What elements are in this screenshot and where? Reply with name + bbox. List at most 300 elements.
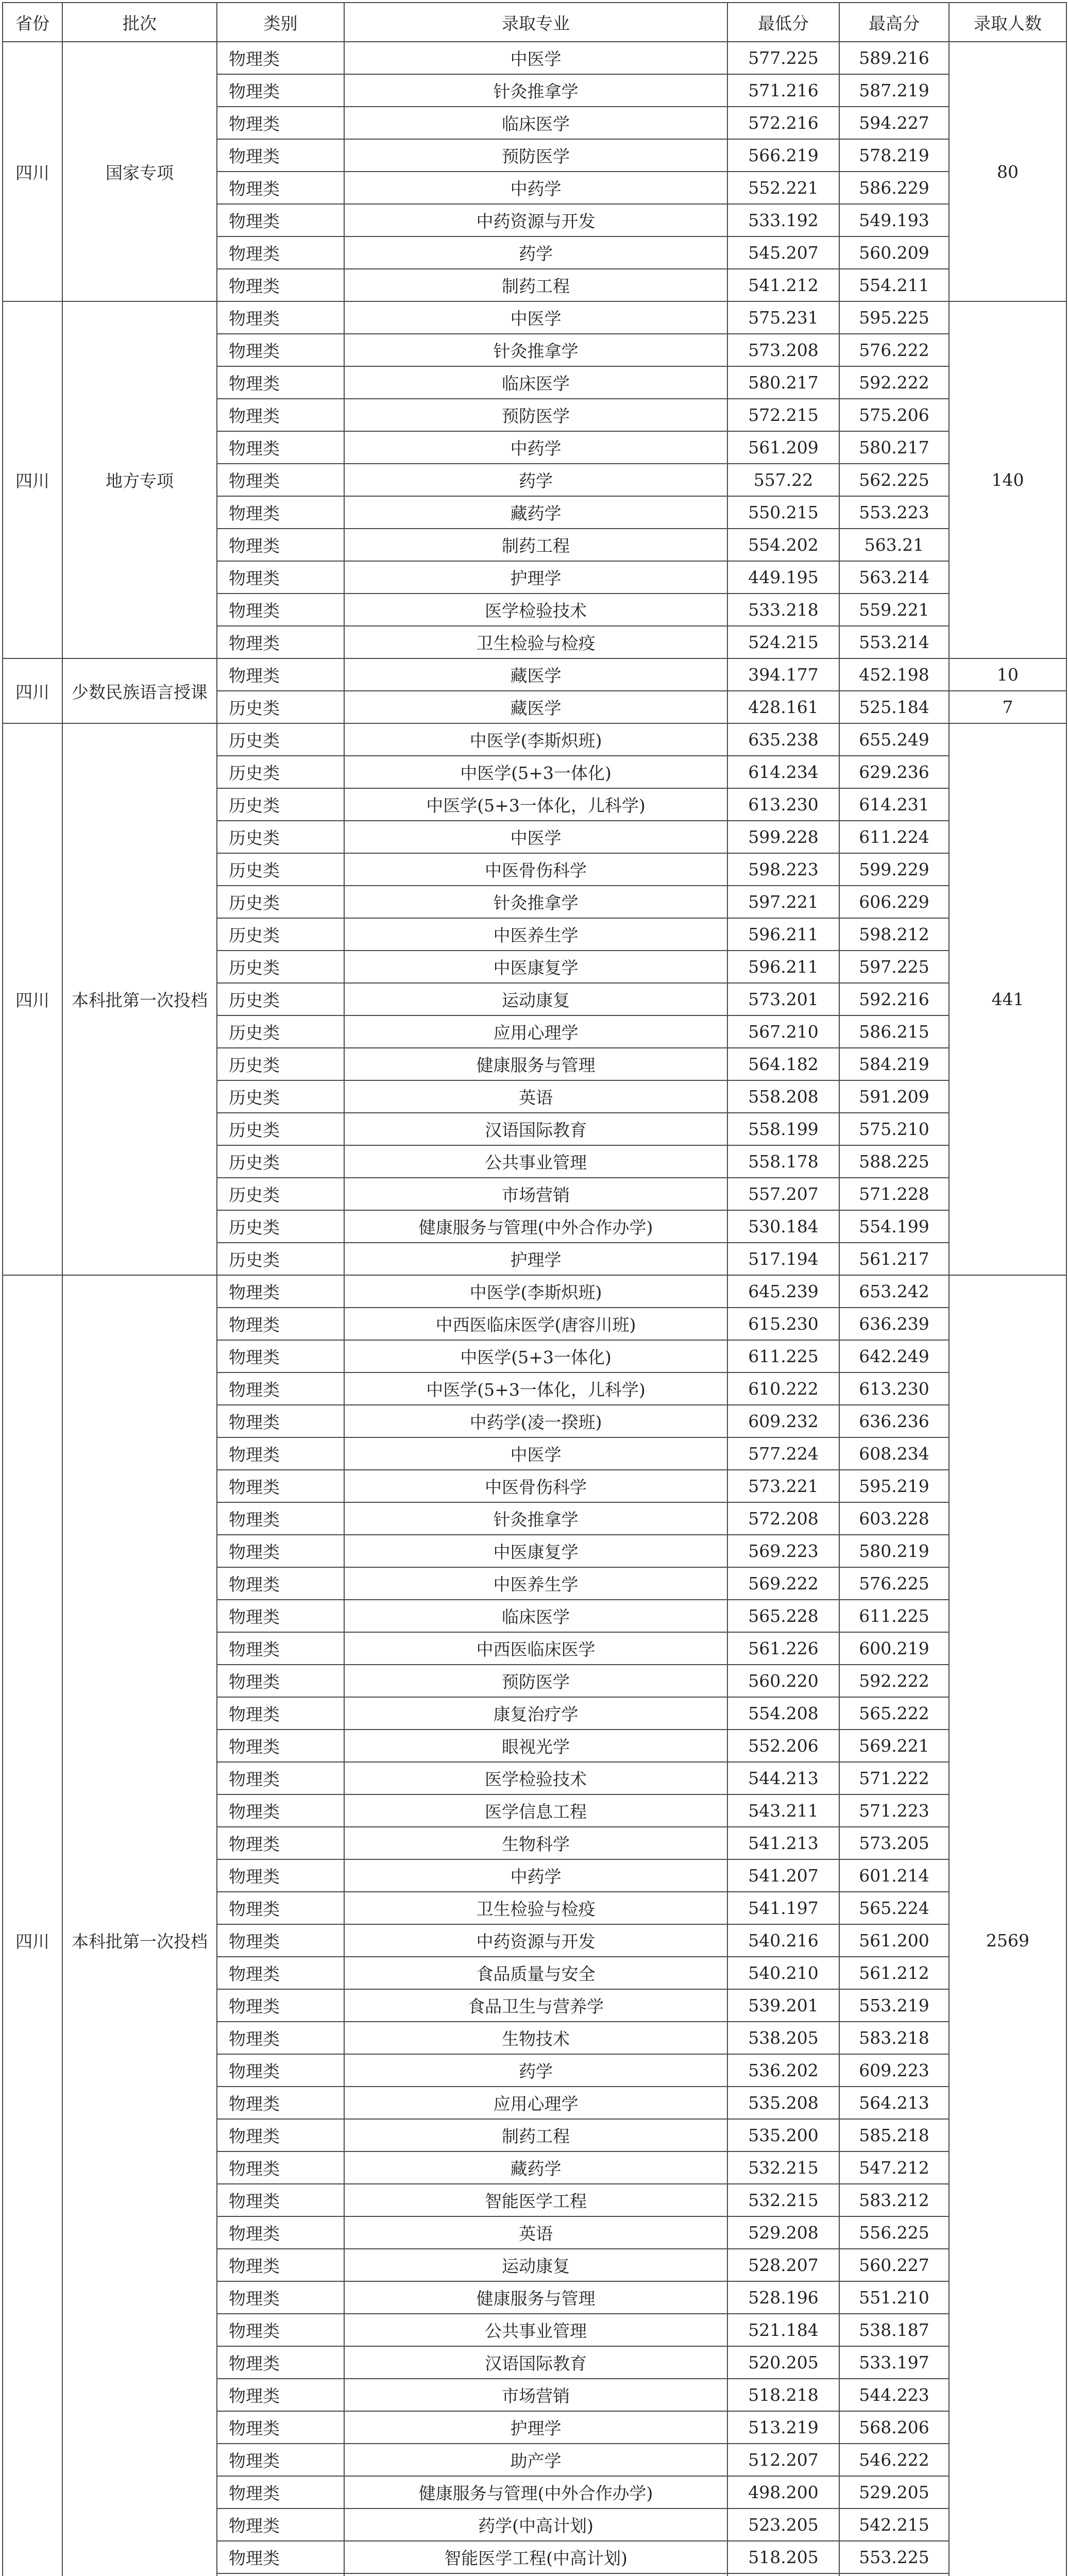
max-score-cell: 599.229 xyxy=(839,853,949,886)
min-score-cell: 541.213 xyxy=(727,1827,839,1859)
major-cell: 临床医学 xyxy=(344,366,727,399)
min-score-cell: 573.208 xyxy=(727,334,839,366)
min-score-cell: 523.205 xyxy=(727,2509,839,2541)
min-score-cell: 613.230 xyxy=(727,788,839,821)
major-cell: 公共事业管理 xyxy=(344,2314,727,2346)
table-body xyxy=(3,42,1066,2576)
category-cell: 物理类 xyxy=(217,658,344,691)
major-cell: 护理学 xyxy=(344,2411,727,2444)
max-score-cell: 586.215 xyxy=(839,1015,949,1048)
max-score-cell: 598.212 xyxy=(839,918,949,951)
category-cell: 物理类 xyxy=(217,2541,344,2573)
min-score-cell: 599.228 xyxy=(727,821,839,853)
major-cell: 运动康复 xyxy=(344,983,727,1015)
max-score-cell: 584.219 xyxy=(839,1048,949,1080)
min-score-cell: 596.211 xyxy=(727,918,839,951)
min-score-cell: 554.208 xyxy=(727,1697,839,1730)
max-score-cell: 571.222 xyxy=(839,1762,949,1794)
major-cell: 药学(中高计划) xyxy=(344,2509,727,2541)
major-cell: 药学 xyxy=(344,464,727,496)
min-score-cell: 540.210 xyxy=(727,1957,839,1989)
max-score-cell: 568.206 xyxy=(839,2411,949,2444)
major-cell: 临床医学 xyxy=(344,1600,727,1632)
max-score-cell: 642.249 xyxy=(839,1340,949,1372)
category-cell: 物理类 xyxy=(217,626,344,658)
max-score-cell: 575.206 xyxy=(839,399,949,431)
category-cell: 历史类 xyxy=(217,951,344,983)
major-cell: 中医骨伤科学 xyxy=(344,853,727,886)
min-score-cell: 536.202 xyxy=(727,2054,839,2087)
admitted-count-cell: 441 xyxy=(949,723,1066,1275)
category-cell: 物理类 xyxy=(217,1632,344,1665)
min-score-cell: 561.209 xyxy=(727,431,839,464)
min-score-cell: 572.216 xyxy=(727,107,839,139)
category-cell: 物理类 xyxy=(217,2476,344,2509)
max-score-cell: 585.218 xyxy=(839,2119,949,2151)
max-score-cell: 561.212 xyxy=(839,1957,949,1989)
max-score-cell: 583.218 xyxy=(839,2022,949,2054)
major-cell: 藏医学 xyxy=(344,658,727,691)
major-cell: 预防医学 xyxy=(344,399,727,431)
max-score-cell: 573.205 xyxy=(839,1827,949,1859)
max-score-cell: 614.231 xyxy=(839,788,949,821)
major-cell: 中西医临床医学 xyxy=(344,1632,727,1665)
min-score-cell: 597.221 xyxy=(727,886,839,918)
major-cell: 中医学(李斯炽班) xyxy=(344,1275,727,1308)
batch-cell: 国家专项 xyxy=(62,42,217,301)
min-score-cell: 533.192 xyxy=(727,204,839,236)
max-score-cell: 580.217 xyxy=(839,431,949,464)
major-cell: 中药学 xyxy=(344,1859,727,1892)
category-cell: 物理类 xyxy=(217,1600,344,1632)
province-cell: 四川 xyxy=(3,723,62,1275)
min-score-cell: 575.231 xyxy=(727,301,839,334)
min-score-cell: 635.238 xyxy=(727,723,839,756)
category-cell: 物理类 xyxy=(217,107,344,139)
category-cell: 物理类 xyxy=(217,334,344,366)
table-row xyxy=(3,301,1066,334)
header-row xyxy=(3,3,1066,42)
major-cell: 中医学(5+3一体化，儿科学) xyxy=(344,1372,727,1405)
major-cell: 中药资源与开发 xyxy=(344,204,727,236)
major-cell: 食品卫生与营养学 xyxy=(344,1989,727,2022)
category-cell: 历史类 xyxy=(217,691,344,723)
category-cell: 历史类 xyxy=(217,1015,344,1048)
major-cell: 中医康复学 xyxy=(344,1535,727,1567)
max-score-cell: 655.249 xyxy=(839,723,949,756)
category-cell: 历史类 xyxy=(217,1210,344,1243)
table-row xyxy=(3,1275,1066,1308)
category-cell: 物理类 xyxy=(217,74,344,107)
major-cell: 护理学 xyxy=(344,1243,727,1275)
category-cell: 历史类 xyxy=(217,983,344,1015)
max-score-cell: 556.225 xyxy=(839,2216,949,2249)
min-score-cell: 596.211 xyxy=(727,951,839,983)
major-cell: 应用心理学 xyxy=(344,2087,727,2119)
min-score-cell: 513.219 xyxy=(727,2411,839,2444)
min-score-cell: 520.205 xyxy=(727,2346,839,2379)
major-cell: 医学信息工程 xyxy=(344,1794,727,1827)
min-score-cell: 524.215 xyxy=(727,626,839,658)
header-category: 类别 xyxy=(217,3,344,42)
category-cell: 物理类 xyxy=(217,236,344,269)
major-cell: 眼视光学 xyxy=(344,1730,727,1762)
category-cell: 历史类 xyxy=(217,1113,344,1145)
min-score-cell: 561.226 xyxy=(727,1632,839,1665)
batch-cell: 本科批第一次投档 xyxy=(62,1275,217,2576)
max-score-cell: 547.212 xyxy=(839,2151,949,2184)
min-score-cell xyxy=(727,2573,839,2576)
min-score-cell: 609.232 xyxy=(727,1405,839,1437)
major-cell: 中药学 xyxy=(344,431,727,464)
category-cell: 物理类 xyxy=(217,2087,344,2119)
max-score-cell: 578.219 xyxy=(839,139,949,172)
min-score-cell: 566.219 xyxy=(727,139,839,172)
max-score-cell: 560.227 xyxy=(839,2249,949,2281)
max-score-cell: 597.225 xyxy=(839,951,949,983)
min-score-cell: 598.223 xyxy=(727,853,839,886)
min-score-cell: 565.228 xyxy=(727,1600,839,1632)
max-score-cell: 563.21 xyxy=(839,529,949,561)
min-score-cell: 580.217 xyxy=(727,366,839,399)
major-cell: 应用心理学 xyxy=(344,1015,727,1048)
admitted-count-cell: 10 xyxy=(949,658,1066,691)
max-score-cell: 629.236 xyxy=(839,756,949,788)
major-cell: 汉语国际教育 xyxy=(344,1113,727,1145)
min-score-cell: 544.213 xyxy=(727,1762,839,1794)
header-batch: 批次 xyxy=(62,3,217,42)
major-cell: 食品质量与安全 xyxy=(344,1957,727,1989)
category-cell: 物理类 xyxy=(217,2346,344,2379)
category-cell: 历史类 xyxy=(217,756,344,788)
max-score-cell: 576.222 xyxy=(839,334,949,366)
category-cell: 历史类 xyxy=(217,788,344,821)
max-score-cell: 554.199 xyxy=(839,1210,949,1243)
category-cell: 物理类 xyxy=(217,1275,344,1308)
max-score-cell: 565.224 xyxy=(839,1892,949,1924)
min-score-cell: 615.230 xyxy=(727,1308,839,1340)
header-province: 省份 xyxy=(3,3,62,42)
min-score-cell: 541.197 xyxy=(727,1892,839,1924)
major-cell: 中医学 xyxy=(344,301,727,334)
min-score-cell: 518.205 xyxy=(727,2541,839,2573)
major-cell: 预防医学 xyxy=(344,1665,727,1697)
major-cell: 健康服务与管理 xyxy=(344,2281,727,2314)
major-cell: 英语 xyxy=(344,1080,727,1113)
max-score-cell: 575.210 xyxy=(839,1113,949,1145)
major-cell: 中医学 xyxy=(344,821,727,853)
category-cell: 物理类 xyxy=(217,2216,344,2249)
major-cell: 中医学(5+3一体化) xyxy=(344,756,727,788)
max-score-cell: 609.223 xyxy=(839,2054,949,2087)
category-cell: 历史类 xyxy=(217,821,344,853)
min-score-cell: 530.184 xyxy=(727,1210,839,1243)
min-score-cell: 518.218 xyxy=(727,2379,839,2411)
major-cell: 中医学(李斯炽班) xyxy=(344,723,727,756)
major-cell: 藏药学 xyxy=(344,2151,727,2184)
min-score-cell: 517.194 xyxy=(727,1243,839,1275)
category-cell: 物理类 xyxy=(217,1372,344,1405)
min-score-cell: 529.208 xyxy=(727,2216,839,2249)
batch-cell: 地方专项 xyxy=(62,301,217,658)
max-score-cell: 542.215 xyxy=(839,2509,949,2541)
category-cell: 物理类 xyxy=(217,2151,344,2184)
min-score-cell: 573.221 xyxy=(727,1470,839,1502)
max-score-cell: 589.216 xyxy=(839,42,949,74)
min-score-cell: 614.234 xyxy=(727,756,839,788)
category-cell: 物理类 xyxy=(217,1794,344,1827)
min-score-cell: 543.211 xyxy=(727,1794,839,1827)
header-major: 录取专业 xyxy=(344,3,727,42)
max-score-cell: 529.205 xyxy=(839,2476,949,2509)
category-cell: 物理类 xyxy=(217,1535,344,1567)
min-score-cell: 541.212 xyxy=(727,269,839,301)
category-cell: 物理类 xyxy=(217,1567,344,1600)
category-cell: 物理类 xyxy=(217,1470,344,1502)
category-cell: 物理类 xyxy=(217,2184,344,2216)
max-score-cell: 553.223 xyxy=(839,496,949,529)
category-cell: 物理类 xyxy=(217,42,344,74)
category-cell: 物理类 xyxy=(217,1340,344,1372)
major-cell: 中医学(5+3一体化) xyxy=(344,1340,727,1372)
major-cell: 预防医学 xyxy=(344,139,727,172)
max-score-cell: 559.221 xyxy=(839,594,949,626)
category-cell: 物理类 xyxy=(217,172,344,204)
category-cell: 历史类 xyxy=(217,1080,344,1113)
major-cell: 中医学 xyxy=(344,42,727,74)
admission-scores-table xyxy=(2,2,1067,2576)
max-score-cell: 580.219 xyxy=(839,1535,949,1567)
min-score-cell: 535.208 xyxy=(727,2087,839,2119)
major-cell: 针灸推拿学 xyxy=(344,74,727,107)
category-cell: 物理类 xyxy=(217,2249,344,2281)
major-cell: 药学 xyxy=(344,2054,727,2087)
category-cell: 历史类 xyxy=(217,1145,344,1178)
category-cell: 物理类 xyxy=(217,1665,344,1697)
min-score-cell: 645.239 xyxy=(727,1275,839,1308)
min-score-cell: 571.216 xyxy=(727,74,839,107)
admitted-count-cell: 7 xyxy=(949,691,1066,723)
category-cell: 历史类 xyxy=(217,853,344,886)
category-cell: 物理类 xyxy=(217,2314,344,2346)
category-cell: 物理类 xyxy=(217,2119,344,2151)
province-cell: 四川 xyxy=(3,301,62,658)
category-cell: 物理类 xyxy=(217,594,344,626)
max-score-cell: 562.225 xyxy=(839,464,949,496)
max-score-cell: 592.216 xyxy=(839,983,949,1015)
category-cell: 物理类 xyxy=(217,399,344,431)
category-cell: 物理类 xyxy=(217,2411,344,2444)
admitted-count-cell: 80 xyxy=(949,42,1066,301)
major-cell: 中医康复学 xyxy=(344,951,727,983)
major-cell: 市场营销 xyxy=(344,1178,727,1210)
category-cell: 物理类 xyxy=(217,1989,344,2022)
max-score-cell xyxy=(839,2573,949,2576)
min-score-cell: 610.222 xyxy=(727,1372,839,1405)
province-cell: 四川 xyxy=(3,658,62,723)
major-cell: 英语 xyxy=(344,2216,727,2249)
min-score-cell: 554.202 xyxy=(727,529,839,561)
min-score-cell: 550.215 xyxy=(727,496,839,529)
min-score-cell: 577.224 xyxy=(727,1437,839,1470)
max-score-cell: 592.222 xyxy=(839,1665,949,1697)
min-score-cell: 560.220 xyxy=(727,1665,839,1697)
max-score-cell: 569.221 xyxy=(839,1730,949,1762)
category-cell: 物理类 xyxy=(217,1405,344,1437)
max-score-cell: 538.187 xyxy=(839,2314,949,2346)
max-score-cell: 595.225 xyxy=(839,301,949,334)
major-cell: 制药工程 xyxy=(344,529,727,561)
major-cell: 公共事业管理 xyxy=(344,1145,727,1178)
max-score-cell: 564.213 xyxy=(839,2087,949,2119)
batch-cell: 少数民族语言授课 xyxy=(62,658,217,723)
table-row xyxy=(3,723,1066,756)
min-score-cell: 538.205 xyxy=(727,2022,839,2054)
major-cell: 中药学 xyxy=(344,172,727,204)
min-score-cell: 569.223 xyxy=(727,1535,839,1567)
max-score-cell: 636.239 xyxy=(839,1308,949,1340)
major-cell: 健康服务与管理 xyxy=(344,1048,727,1080)
major-cell: 制药工程 xyxy=(344,269,727,301)
category-cell: 历史类 xyxy=(217,723,344,756)
major-cell: 健康服务与管理(中外合作办学) xyxy=(344,1210,727,1243)
category-cell: 历史类 xyxy=(217,1048,344,1080)
max-score-cell: 586.229 xyxy=(839,172,949,204)
major-cell: 健康服务与管理(中外合作办学) xyxy=(344,2476,727,2509)
min-score-cell: 573.201 xyxy=(727,983,839,1015)
min-score-cell: 569.222 xyxy=(727,1567,839,1600)
max-score-cell: 608.234 xyxy=(839,1437,949,1470)
min-score-cell: 557.22 xyxy=(727,464,839,496)
max-score-cell: 611.224 xyxy=(839,821,949,853)
min-score-cell: 552.221 xyxy=(727,172,839,204)
max-score-cell: 601.214 xyxy=(839,1859,949,1892)
major-cell: 生物科学 xyxy=(344,1827,727,1859)
min-score-cell: 535.200 xyxy=(727,2119,839,2151)
max-score-cell: 636.236 xyxy=(839,1405,949,1437)
major-cell: 药学 xyxy=(344,236,727,269)
min-score-cell: 558.208 xyxy=(727,1080,839,1113)
max-score-cell: 576.225 xyxy=(839,1567,949,1600)
min-score-cell: 540.216 xyxy=(727,1924,839,1957)
min-score-cell: 528.196 xyxy=(727,2281,839,2314)
max-score-cell: 554.211 xyxy=(839,269,949,301)
major-cell: 中医骨伤科学 xyxy=(344,1470,727,1502)
min-score-cell: 558.199 xyxy=(727,1113,839,1145)
major-cell: 医学检验技术 xyxy=(344,594,727,626)
min-score-cell: 394.177 xyxy=(727,658,839,691)
major-cell: 智能医学工程(中高计划) xyxy=(344,2541,727,2573)
category-cell: 历史类 xyxy=(217,918,344,951)
major-cell: 运动康复 xyxy=(344,2249,727,2281)
max-score-cell: 553.219 xyxy=(839,1989,949,2022)
major-cell: 针灸推拿学 xyxy=(344,886,727,918)
max-score-cell: 563.214 xyxy=(839,561,949,594)
max-score-cell: 591.209 xyxy=(839,1080,949,1113)
min-score-cell: 521.184 xyxy=(727,2314,839,2346)
min-score-cell: 532.215 xyxy=(727,2151,839,2184)
max-score-cell: 525.184 xyxy=(839,691,949,723)
max-score-cell: 533.197 xyxy=(839,2346,949,2379)
max-score-cell: 560.209 xyxy=(839,236,949,269)
category-cell: 物理类 xyxy=(217,204,344,236)
major-cell: 中医养生学 xyxy=(344,1567,727,1600)
category-cell: 物理类 xyxy=(217,431,344,464)
major-cell: 制药工程 xyxy=(344,2119,727,2151)
category-cell: 物理类 xyxy=(217,529,344,561)
max-score-cell: 452.198 xyxy=(839,658,949,691)
category-cell: 物理类 xyxy=(217,1827,344,1859)
major-cell: 藏医学 xyxy=(344,691,727,723)
max-score-cell: 551.210 xyxy=(839,2281,949,2314)
max-score-cell: 583.212 xyxy=(839,2184,949,2216)
min-score-cell: 532.215 xyxy=(727,2184,839,2216)
category-cell: 物理类 xyxy=(217,1697,344,1730)
header-count: 录取人数 xyxy=(949,3,1066,42)
category-cell: 物理类 xyxy=(217,1308,344,1340)
admitted-count-cell: 140 xyxy=(949,301,1066,658)
major-cell: 智能医学工程 xyxy=(344,2184,727,2216)
header-min-score: 最低分 xyxy=(727,3,839,42)
max-score-cell: 561.217 xyxy=(839,1243,949,1275)
min-score-cell: 572.215 xyxy=(727,399,839,431)
major-cell: 康复治疗学 xyxy=(344,1697,727,1730)
major-cell: 针灸推拿学 xyxy=(344,334,727,366)
table-row xyxy=(3,658,1066,691)
category-cell: 物理类 xyxy=(217,1502,344,1535)
min-score-cell: 557.207 xyxy=(727,1178,839,1210)
category-cell: 历史类 xyxy=(217,886,344,918)
max-score-cell: 553.225 xyxy=(839,2541,949,2573)
min-score-cell: 498.200 xyxy=(727,2476,839,2509)
major-cell: 医学检验技术 xyxy=(344,1762,727,1794)
major-cell: 汉语国际教育 xyxy=(344,2346,727,2379)
max-score-cell: 611.225 xyxy=(839,1600,949,1632)
major-cell: 临床医学 xyxy=(344,107,727,139)
min-score-cell: 512.207 xyxy=(727,2444,839,2476)
category-cell: 物理类 xyxy=(217,269,344,301)
table-row xyxy=(3,42,1066,74)
major-cell: 卫生检验与检疫 xyxy=(344,626,727,658)
category-cell: 物理类 xyxy=(217,1437,344,1470)
major-cell xyxy=(344,2573,727,2576)
major-cell: 中药学(凌一揆班) xyxy=(344,1405,727,1437)
min-score-cell: 528.207 xyxy=(727,2249,839,2281)
province-cell: 四川 xyxy=(3,1275,62,2576)
major-cell: 藏药学 xyxy=(344,496,727,529)
max-score-cell: 587.219 xyxy=(839,74,949,107)
major-cell: 中医学 xyxy=(344,1437,727,1470)
min-score-cell: 541.207 xyxy=(727,1859,839,1892)
max-score-cell: 600.219 xyxy=(839,1632,949,1665)
max-score-cell: 571.223 xyxy=(839,1794,949,1827)
batch-cell: 本科批第一次投档 xyxy=(62,723,217,1275)
category-cell: 历史类 xyxy=(217,1178,344,1210)
category-cell: 历史类 xyxy=(217,1243,344,1275)
category-cell: 物理类 xyxy=(217,1892,344,1924)
max-score-cell: 653.242 xyxy=(839,1275,949,1308)
admitted-count-cell: 2569 xyxy=(949,1275,1066,2576)
category-cell: 物理类 xyxy=(217,2379,344,2411)
header-max-score: 最高分 xyxy=(839,3,949,42)
max-score-cell: 613.230 xyxy=(839,1372,949,1405)
min-score-cell: 567.210 xyxy=(727,1015,839,1048)
max-score-cell: 549.193 xyxy=(839,204,949,236)
max-score-cell: 553.214 xyxy=(839,626,949,658)
min-score-cell: 533.218 xyxy=(727,594,839,626)
min-score-cell: 572.208 xyxy=(727,1502,839,1535)
major-cell: 助产学 xyxy=(344,2444,727,2476)
